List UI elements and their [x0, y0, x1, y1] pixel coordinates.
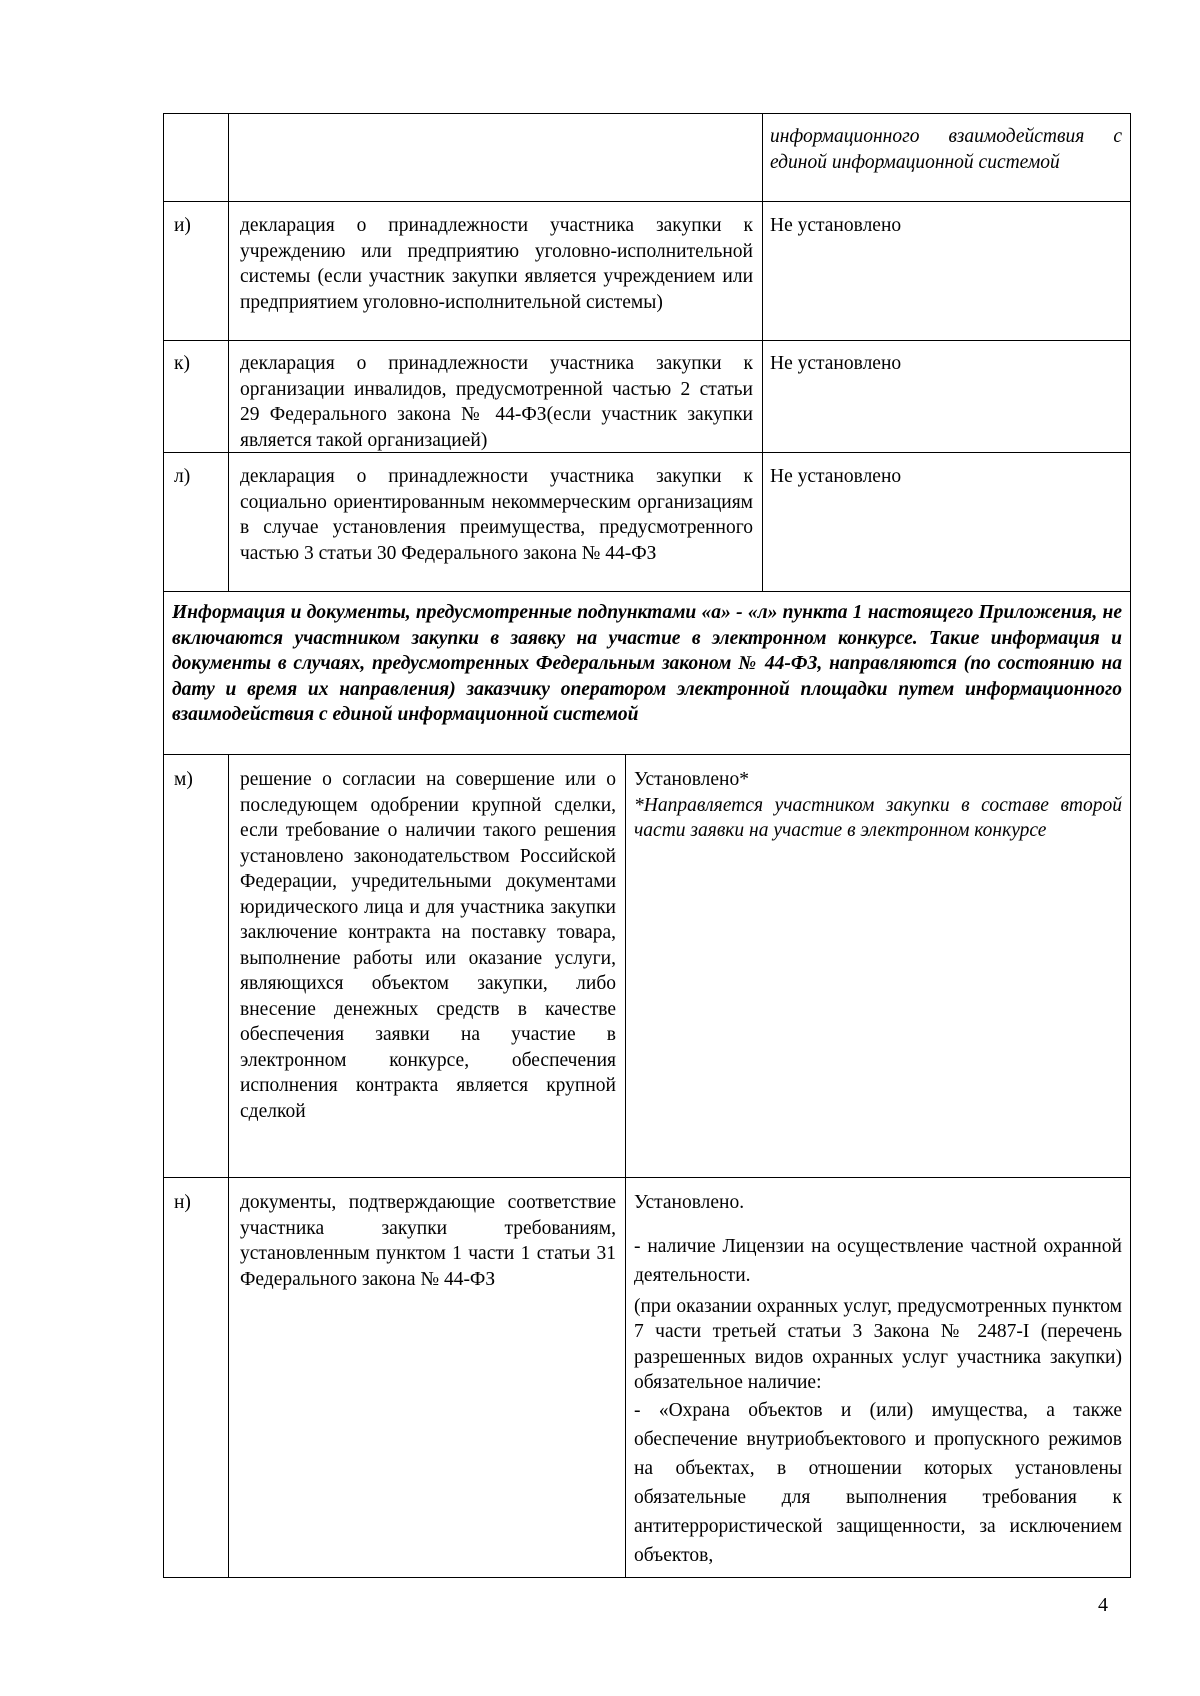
row-code: н) [174, 1192, 191, 1213]
row-code: и) [174, 215, 191, 236]
row-value-paragraph: - «Охрана объектов и (или) имущества, а также обеспечение внутриобъектового и пропускного режимов на объектах, в отношении которых установлены обязательные для выполнения требования к антитеррористической защищенности, за исключением объектов, [634, 1399, 1122, 1566]
rule [163, 754, 1131, 755]
rule [228, 113, 229, 592]
rule [163, 113, 1131, 114]
row-value: Установлено* [634, 769, 749, 790]
rule [163, 201, 1131, 202]
row-code: л) [174, 466, 191, 487]
row-value: Не установлено [770, 466, 902, 487]
continuation-value: информационного взаимодействия с единой информационной системой [770, 126, 1122, 173]
row-code: м) [174, 769, 193, 790]
row-value-paragraph: (при оказании охранных услуг, предусмотренных пунктом 7 части третьей статьи 3 Закона № 2487-I (перечень разрешенных видов охранных услуг участника закупки) обязательное наличие: [634, 1295, 1122, 1393]
row-code: к) [174, 353, 190, 374]
rule [625, 754, 626, 1578]
rule [163, 591, 1131, 592]
rule [163, 340, 1131, 341]
rule [228, 754, 229, 1578]
row-value-cell [634, 767, 1122, 844]
row-text: решение о согласии на совершение или о последующем одобрении крупной сделки, если требование о наличии такого решения установлено законодательством Российской Федерации, учредительными документами юридического лица и для участника закупки заключение контракта на поставку товара, выполнение работы или оказание услуги, являющихся объектом закупки, либо внесение денежных средств в качестве обеспечения заявки на участие в электронном конкурсе, обеспечения исполнения контракта является крупной сделкой [240, 769, 616, 1122]
rule [163, 113, 164, 1578]
row-text: декларация о принадлежности участника закупки к учреждению или предприятию уголовно-исполнительной системы (если участник закупки является учреждением или предприятием уголовно-исполнительной системы) [240, 215, 753, 313]
row-text: декларация о принадлежности участника закупки к социально ориентированным некоммерческим организациям в случае установления преимущества, предусмотренного частью 3 статьи 30 Федерального закона № 44-ФЗ [240, 466, 753, 564]
row-text: документы, подтверждающие соответствие участника закупки требованиям, установленным пунктом 1 части 1 статьи 31 Федерального закона № 44-ФЗ [240, 1192, 616, 1290]
section-note: Информация и документы, предусмотренные подпунктами «а» - «л» пункта 1 настоящего Приложения, не включаются участником закупки в заявку на участие в электронном конкурсе. Такие информация и документы в случаях, предусмотренных Федеральным законом № 44-ФЗ, направляются (по состоянию на дату и время их направления) заказчику оператором электронной площадки путем информационного взаимодействия с единой информационной системой [172, 602, 1122, 725]
row-value-note: *Направляется участником закупки в составе второй части заявки на участие в электронном конкурсе [634, 794, 1122, 841]
row-text: декларация о принадлежности участника закупки к организации инвалидов, предусмотренной частью 2 статьи 29 Федерального закона № 44-ФЗ(если участник закупки является такой организацией) [240, 353, 753, 451]
row-value-paragraph: - наличие Лицензии на осуществление частной охранной деятельности. [634, 1235, 1122, 1286]
row-value: Не установлено [770, 353, 902, 374]
row-value-cell [634, 1190, 1122, 1570]
rule [762, 113, 763, 592]
row-value: Не установлено [770, 215, 902, 236]
row-value: Установлено. [634, 1192, 745, 1213]
rule [163, 1177, 1131, 1178]
rule [163, 1577, 1131, 1578]
page-number: 4 [1098, 1594, 1108, 1616]
rule [1130, 113, 1131, 1578]
